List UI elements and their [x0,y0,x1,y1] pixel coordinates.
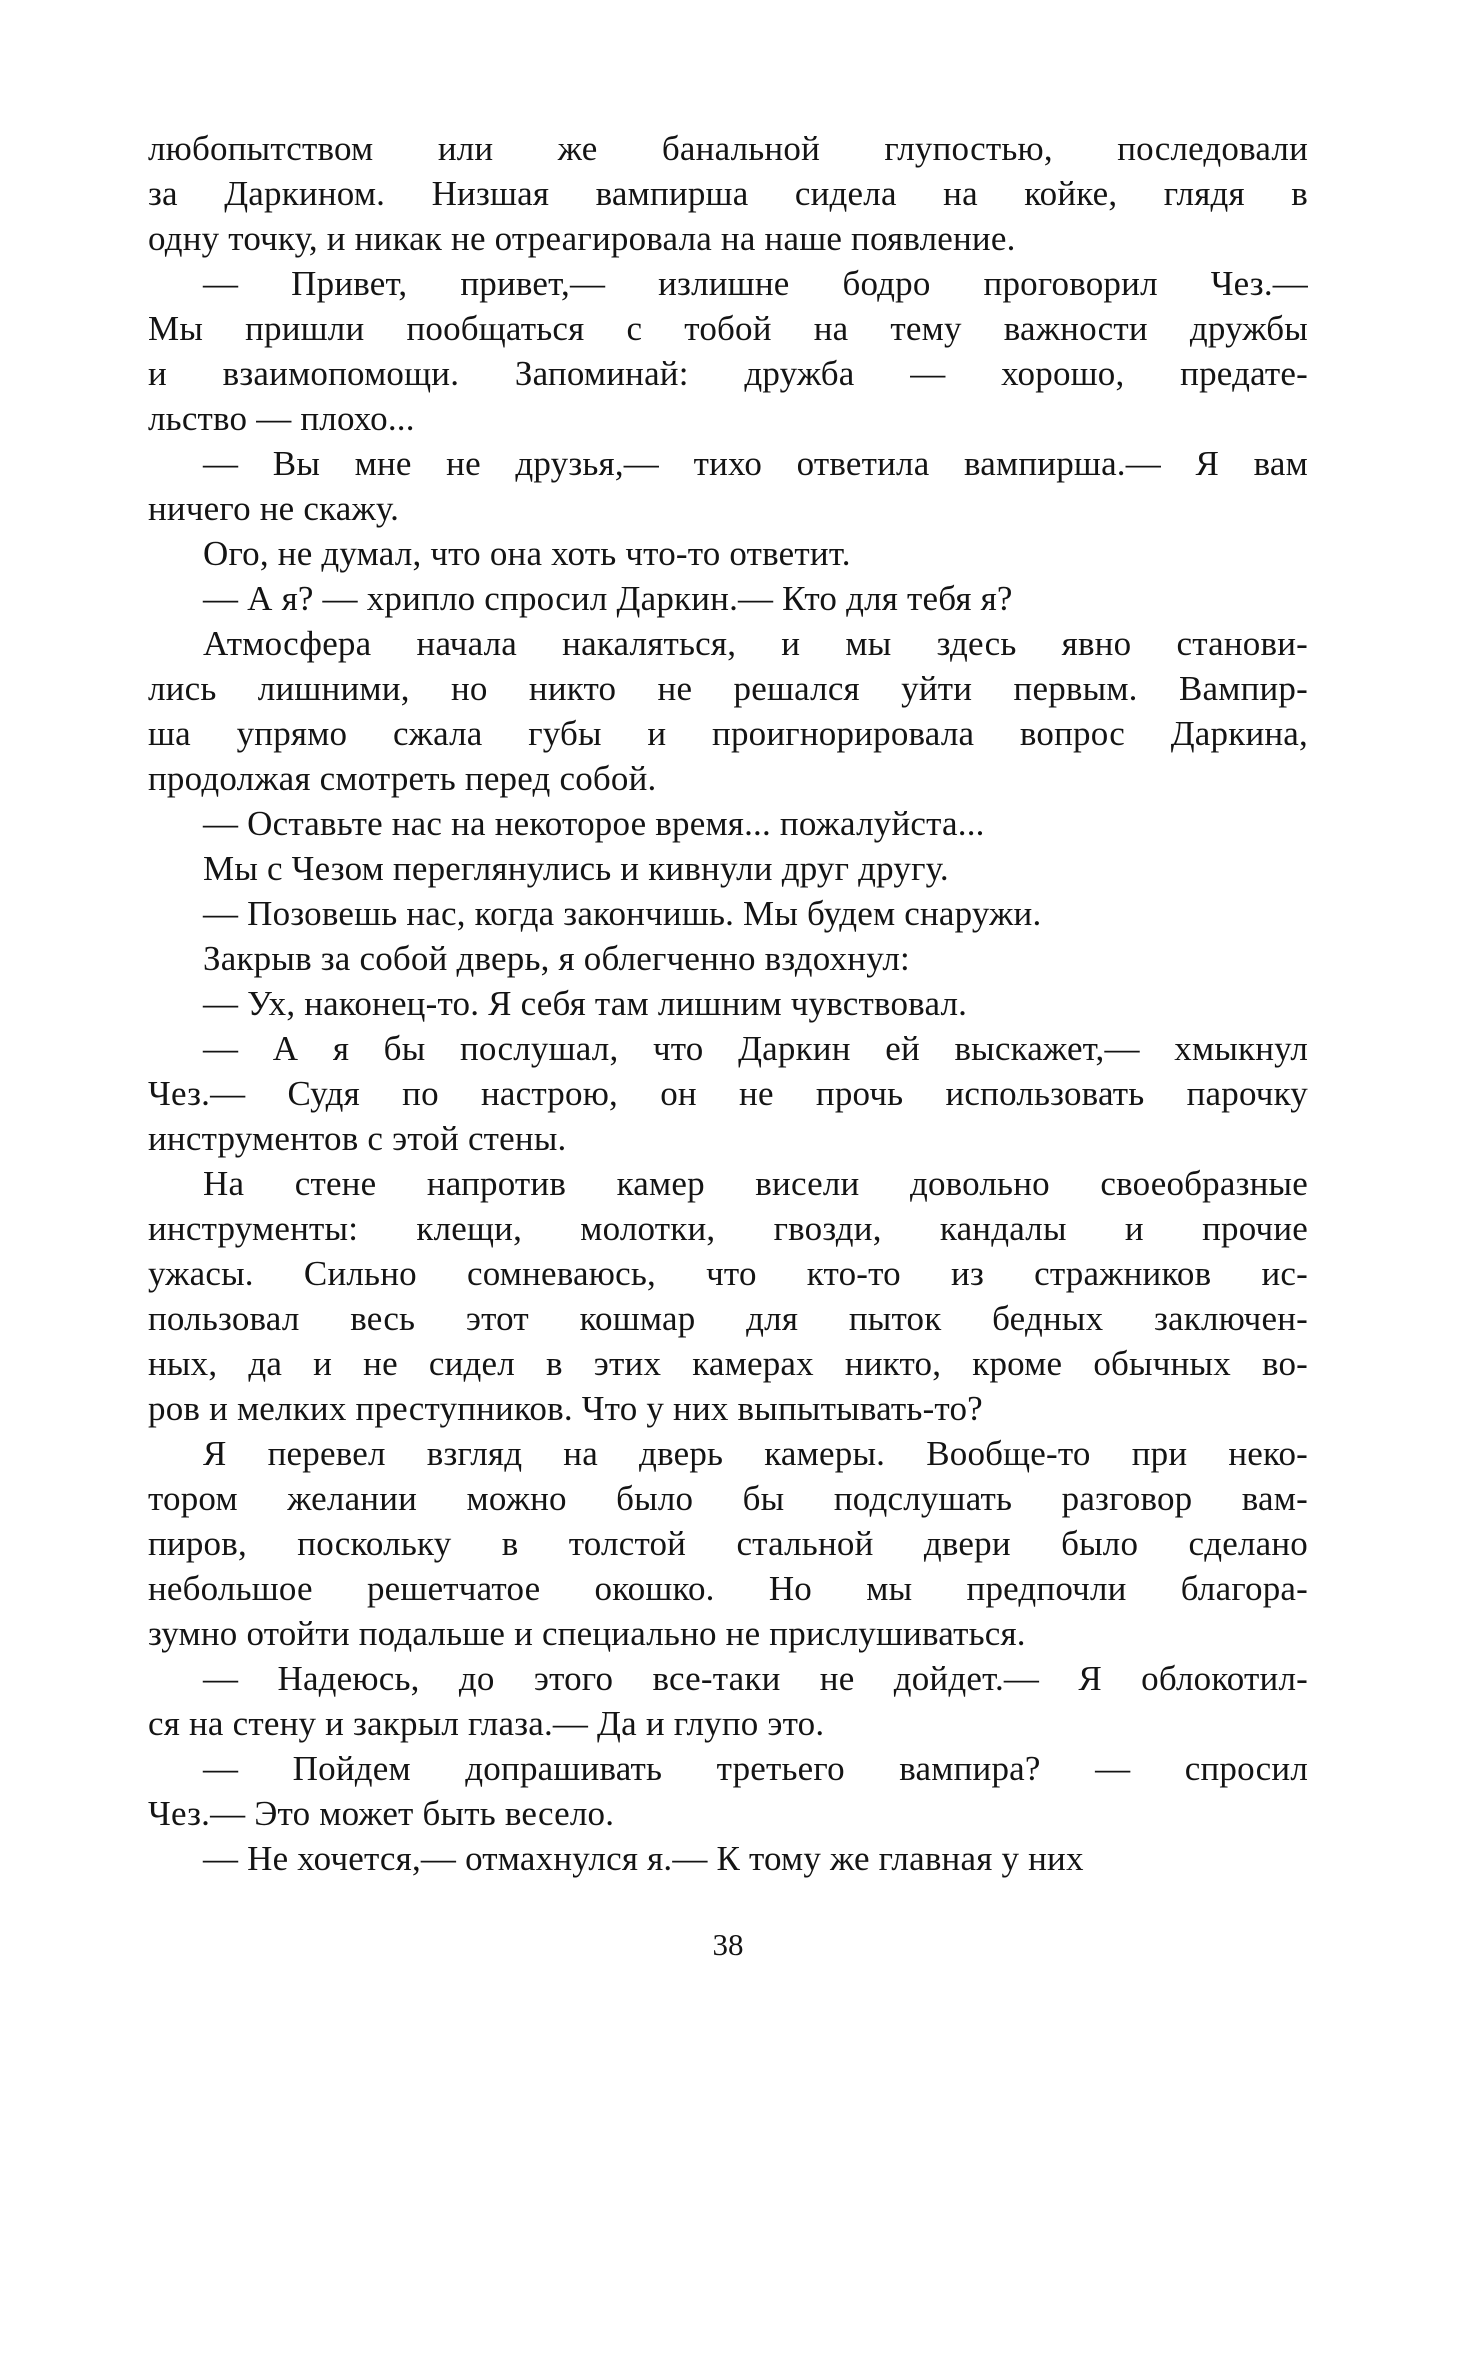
text-line: инструментов с этой стены. [148,1119,567,1158]
paragraph [148,981,1308,1026]
text-line: пиров, поскольку в толстой стальной двери было сделано [148,1524,1308,1563]
text-line: и взаимопомощи. Запоминай: дружба — хорошо, предате- [148,354,1308,393]
text-line: Мы с Чезом переглянулись и кивнули друг другу. [203,849,949,888]
text-line: — Ух, наконец-то. Я себя там лишним чувствовал. [203,984,968,1023]
text-line: Атмосфера начала накаляться, и мы здесь явно станови- [203,624,1308,663]
text-line: инструменты: клещи, молотки, гвозди, кандалы и прочие [148,1209,1308,1248]
paragraph [148,891,1308,936]
paragraph [148,126,1308,261]
text-line: Мы пришли пообщаться с тобой на тему важности дружбы [148,309,1308,348]
paragraph [148,576,1308,621]
text-block [148,126,1308,1881]
paragraph [148,1161,1308,1431]
text-line: ша упрямо сжала губы и проигнорировала вопрос Даркина, [148,714,1308,753]
text-line: — Вы мне не друзья,— тихо ответила вампирша.— Я вам [203,444,1308,483]
text-line: ничего не скажу. [148,489,400,528]
text-line: — Не хочется,— отмахнулся я.— К тому же главная у них [203,1839,1084,1878]
text-line: Закрыв за собой дверь, я облегченно вздохнул: [203,939,910,978]
text-line: — Надеюсь, до этого все-таки не дойдет.— Я облокотил- [203,1659,1308,1698]
paragraph [148,441,1308,531]
text-line: Чез.— Судя по настрою, он не прочь использовать парочку [148,1074,1308,1113]
paragraph [148,1026,1308,1161]
text-line: ных, да и не сидел в этих камерах никто, кроме обычных во- [148,1344,1308,1383]
text-line: Чез.— Это может быть весело. [148,1794,615,1833]
text-line: — Оставьте нас на некоторое время... пожалуйста... [203,804,985,843]
text-line: — Позовешь нас, когда закончишь. Мы будем снаружи. [203,894,1042,933]
paragraph [148,621,1308,801]
text-line: ужасы. Сильно сомневаюсь, что кто-то из стражников ис- [148,1254,1308,1293]
text-line: лись лишними, но никто не решался уйти первым. Вампир- [148,669,1308,708]
text-line: ся на стену и закрыл глаза.— Да и глупо это. [148,1704,825,1743]
paragraph [148,936,1308,981]
text-line: — А я бы послушал, что Даркин ей выскажет,— хмыкнул [203,1029,1308,1068]
paragraph [148,1431,1308,1656]
paragraph [148,801,1308,846]
text-line: пользовал весь этот кошмар для пыток бедных заключен- [148,1299,1308,1338]
text-line: любопытством или же банальной глупостью, последовали [148,129,1308,168]
text-line: льство — плохо... [148,399,415,438]
paragraph [148,1836,1308,1881]
text-line: ров и мелких преступников. Что у них выпытывать-то? [148,1389,983,1428]
text-line: Я перевел взгляд на дверь камеры. Вообще-то при неко- [203,1434,1308,1473]
paragraph [148,1746,1308,1836]
paragraph [148,531,1308,576]
page-number: 38 [712,1927,744,1962]
text-line: продолжая смотреть перед собой. [148,759,657,798]
text-line: — Привет, привет,— излишне бодро проговорил Чез.— [203,264,1308,303]
text-line: тором желании можно было бы подслушать разговор вам- [148,1479,1308,1518]
paragraph [148,261,1308,441]
paragraph [148,846,1308,891]
paragraph [148,1656,1308,1746]
text-line: одну точку, и никак не отреагировала на наше появление. [148,219,1016,258]
text-line: Ого, не думал, что она хоть что-то ответит. [203,534,851,573]
text-line: — Пойдем допрашивать третьего вампира? — спросил [203,1749,1308,1788]
text-line: зумно отойти подальше и специально не прислушиваться. [148,1614,1026,1653]
text-line: за Даркином. Низшая вампирша сидела на койке, глядя в [148,174,1308,213]
text-line: небольшое решетчатое окошко. Но мы предпочли благора- [148,1569,1308,1608]
text-line: На стене напротив камер висели довольно своеобразные [203,1164,1308,1203]
text-line: — А я? — хрипло спросил Даркин.— Кто для тебя я? [203,579,1013,618]
